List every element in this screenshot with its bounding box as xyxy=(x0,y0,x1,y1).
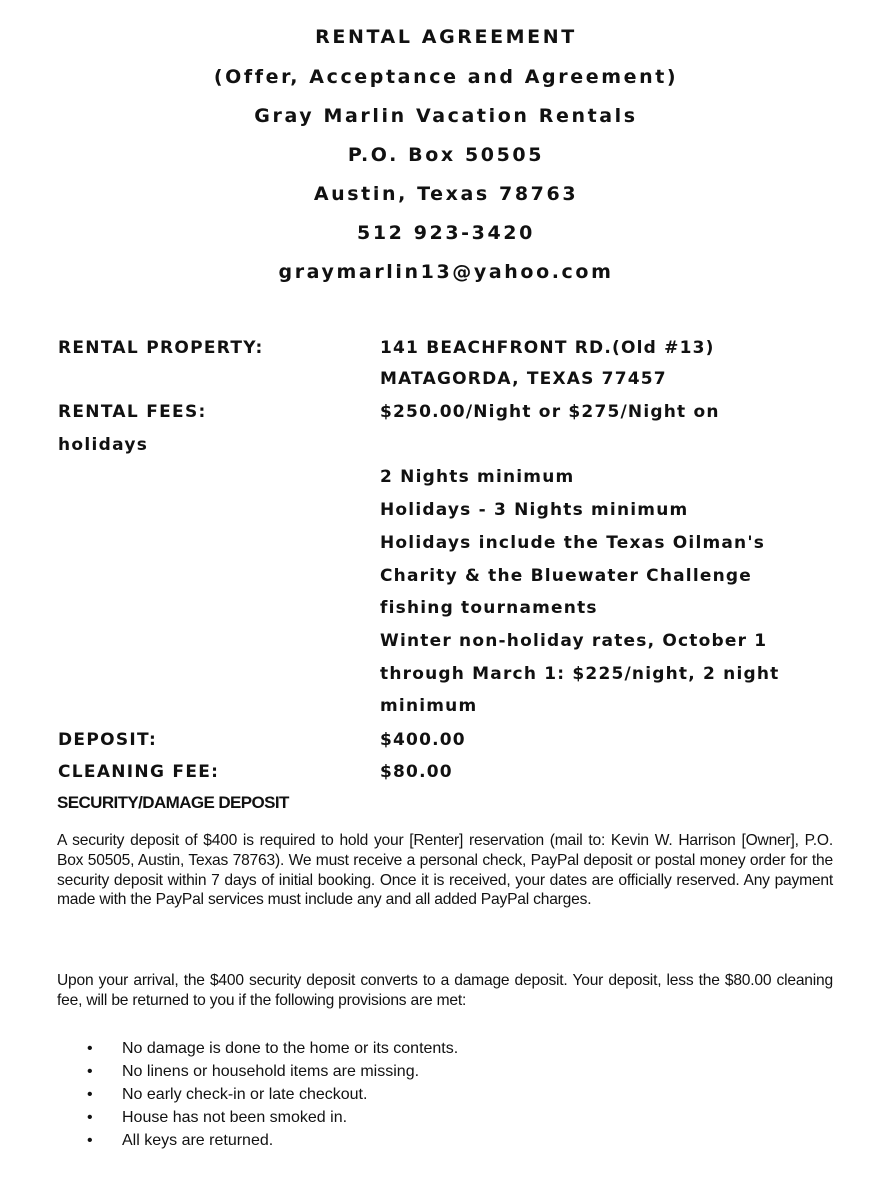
rental-fees-detail: Holidays include the Texas Oilman's xyxy=(380,533,766,553)
rental-fees-detail: Winter non-holiday rates, October 1 xyxy=(380,631,768,651)
company-po-box: P.O. Box 50505 xyxy=(347,144,545,166)
document-title: RENTAL AGREEMENT xyxy=(315,26,577,48)
rental-fees-detail: fishing tournaments xyxy=(380,598,598,618)
deposit-value: $400.00 xyxy=(380,730,466,750)
rental-fees-detail: minimum xyxy=(380,696,478,716)
provision-text: No linens or household items are missing. xyxy=(122,1063,420,1080)
security-deposit-paragraph: A security deposit of $400 is required to hold your [Renter] reservation (mail to: Kevin W. Harrison [Owner], P.O. Box 50505, Austin, Texas 78763). We must receive a personal check, PayPal deposit or postal money order for the security deposit within 7 days of initial booking. Once it is received, your dates are officially reserved. Any payment made with the PayPal services must include any and all added PayPal charges. xyxy=(57,832,833,909)
rental-property-city: MATAGORDA, TEXAS 77457 xyxy=(380,369,667,389)
provision-text: All keys are returned. xyxy=(122,1132,274,1149)
list-item xyxy=(57,1129,837,1152)
security-deposit-heading: SECURITY/DAMAGE DEPOSIT xyxy=(57,793,289,812)
provision-text: No damage is done to the home or its contents. xyxy=(122,1040,459,1057)
deposit-label: DEPOSIT: xyxy=(58,730,158,750)
rental-fees-detail: through March 1: $225/night, 2 night xyxy=(380,664,780,684)
rental-fees-detail: Holidays - 3 Nights minimum xyxy=(380,500,689,520)
list-item xyxy=(57,1083,837,1106)
list-item xyxy=(57,1037,837,1060)
document-subtitle: (Offer, Acceptance and Agreement) xyxy=(213,66,679,88)
rental-fees-detail: 2 Nights minimum xyxy=(380,467,575,487)
bullet-icon: • xyxy=(87,1063,93,1080)
rental-fees-detail: Charity & the Bluewater Challenge xyxy=(380,566,752,586)
deposit-provisions-list xyxy=(57,1037,837,1152)
damage-deposit-paragraph: Upon your arrival, the $400 security deposit converts to a damage deposit. Your deposit, less the $80.00 cleaning fee, will be returned to you if the following provisions are met: xyxy=(57,972,833,1009)
company-city: Austin, Texas 78763 xyxy=(313,183,579,205)
rental-fees-rate: $250.00/Night or $275/Night on xyxy=(380,402,720,422)
list-item xyxy=(57,1106,837,1129)
bullet-icon: • xyxy=(87,1109,93,1126)
list-item xyxy=(57,1060,837,1083)
rental-property-address: 141 BEACHFRONT RD.(Old #13) xyxy=(380,338,715,358)
cleaning-fee-label: CLEANING FEE: xyxy=(58,762,220,782)
rental-property-label: RENTAL PROPERTY: xyxy=(58,338,264,358)
rental-fees-rate-wrap: holidays xyxy=(58,435,149,455)
rental-fees-label: RENTAL FEES: xyxy=(58,402,207,422)
bullet-icon: • xyxy=(87,1132,93,1149)
provision-text: No early check-in or late checkout. xyxy=(122,1086,368,1103)
provision-text: House has not been smoked in. xyxy=(122,1109,348,1126)
company-name: Gray Marlin Vacation Rentals xyxy=(254,105,638,127)
bullet-icon: • xyxy=(87,1040,93,1057)
cleaning-fee-value: $80.00 xyxy=(380,762,453,782)
bullet-icon: • xyxy=(87,1086,93,1103)
company-phone: 512 923-3420 xyxy=(357,222,535,244)
company-email: graymarlin13@yahoo.com xyxy=(278,261,614,283)
